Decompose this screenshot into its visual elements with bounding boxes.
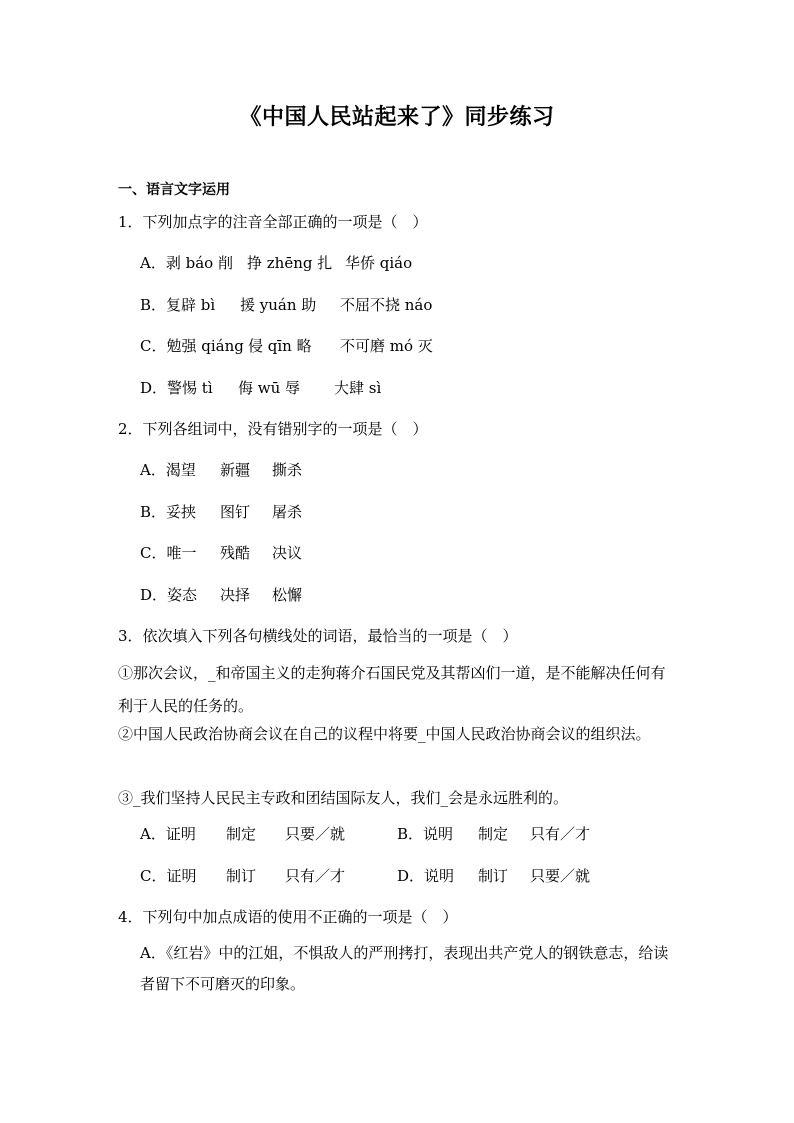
- q1-option-d-3: 大肆 sì: [334, 379, 382, 397]
- q3-sentence-2: ②中国人民政治协商会议在自己的议程中将要_中国人民政治协商会议的组织法。: [118, 725, 651, 743]
- q2-option-d-3: 松懈: [272, 586, 303, 604]
- q4-option-a: A．《红岩》中的江姐，不惧敌人的严刑拷打，表现出共产党人的钢铁意志，给读者留下不可磨灭的印象。: [140, 944, 669, 993]
- q2-option-c-2: 残酷: [220, 544, 251, 562]
- question-1-stem: 1．下列加点字的注音全部正确的一项是（ ）: [118, 213, 428, 231]
- q1-option-d-2: 侮 wū 辱: [238, 379, 301, 397]
- q1-option-b-3: 不屈不挠 náo: [340, 296, 433, 314]
- q3-option-d-2: 制订: [478, 867, 509, 885]
- q1-option-c-2: 侵 qīn 略: [248, 337, 312, 355]
- q2-option-d-1: D．姿态: [140, 586, 198, 604]
- q2-option-a-1: A．渴望: [140, 461, 196, 479]
- q1-option-d-1: D．警惕 tì: [140, 379, 213, 397]
- q2-option-a-3: 撕杀: [272, 461, 303, 479]
- q3-option-a-1: A．证明: [140, 825, 196, 843]
- q3-option-b-1: B．说明: [397, 825, 454, 843]
- q3-option-b-2: 制定: [478, 825, 509, 843]
- q2-option-c-1: C．唯一: [140, 544, 197, 562]
- q3-option-b-3: 只有／才: [530, 825, 591, 843]
- q3-option-a-2: 制定: [226, 825, 257, 843]
- q1-option-a-2: 挣 zhēng 扎: [247, 254, 333, 272]
- question-3-stem: 3．依次填入下列各句横线处的词语，最恰当的一项是（ ）: [118, 627, 518, 645]
- question-2-stem: 2．下列各组词中，没有错别字的一项是（ ）: [118, 420, 428, 438]
- q3-option-c-1: C．证明: [140, 867, 197, 885]
- q2-option-a-2: 新疆: [220, 461, 251, 479]
- q2-option-b-3: 屠杀: [272, 503, 303, 521]
- q1-option-b-2: 援 yuán 助: [240, 296, 317, 314]
- q3-option-d-1: D．说明: [397, 867, 455, 885]
- q2-option-c-3: 决议: [272, 544, 303, 562]
- q2-option-d-2: 决择: [220, 586, 251, 604]
- q3-option-c-3: 只有／才: [285, 867, 346, 885]
- q3-option-c-2: 制订: [226, 867, 257, 885]
- q3-sentence-1: ①那次会议，_和帝国主义的走狗蒋介石国民党及其帮凶们一道，是不能解决任何有利于人民的任务的。: [118, 664, 666, 715]
- question-4-stem: 4．下列句中加点成语的使用不正确的一项是（ ）: [118, 908, 458, 926]
- q2-option-b-1: B．妥挟: [140, 503, 197, 521]
- page-title: 《中国人民站起来了》同步练习: [239, 104, 555, 130]
- q3-sentence-3: ③_我们坚持人民民主专政和团结国际友人，我们_会是永远胜利的。: [118, 789, 569, 807]
- q1-option-c-3: 不可磨 mó 灭: [340, 337, 433, 355]
- q1-option-b-1: B．复辟 bì: [140, 296, 216, 314]
- q3-option-a-3: 只要／就: [285, 825, 346, 843]
- q1-option-a-3: 华侨 qiáo: [345, 254, 413, 272]
- q2-option-b-2: 图钉: [220, 503, 251, 521]
- q1-option-a-1: A．剥 báo 削: [140, 254, 233, 272]
- q3-option-d-3: 只要／就: [530, 867, 591, 885]
- q1-option-c-1: C．勉强 qiáng: [140, 337, 244, 355]
- section-heading: 一、语言文字运用: [118, 182, 230, 198]
